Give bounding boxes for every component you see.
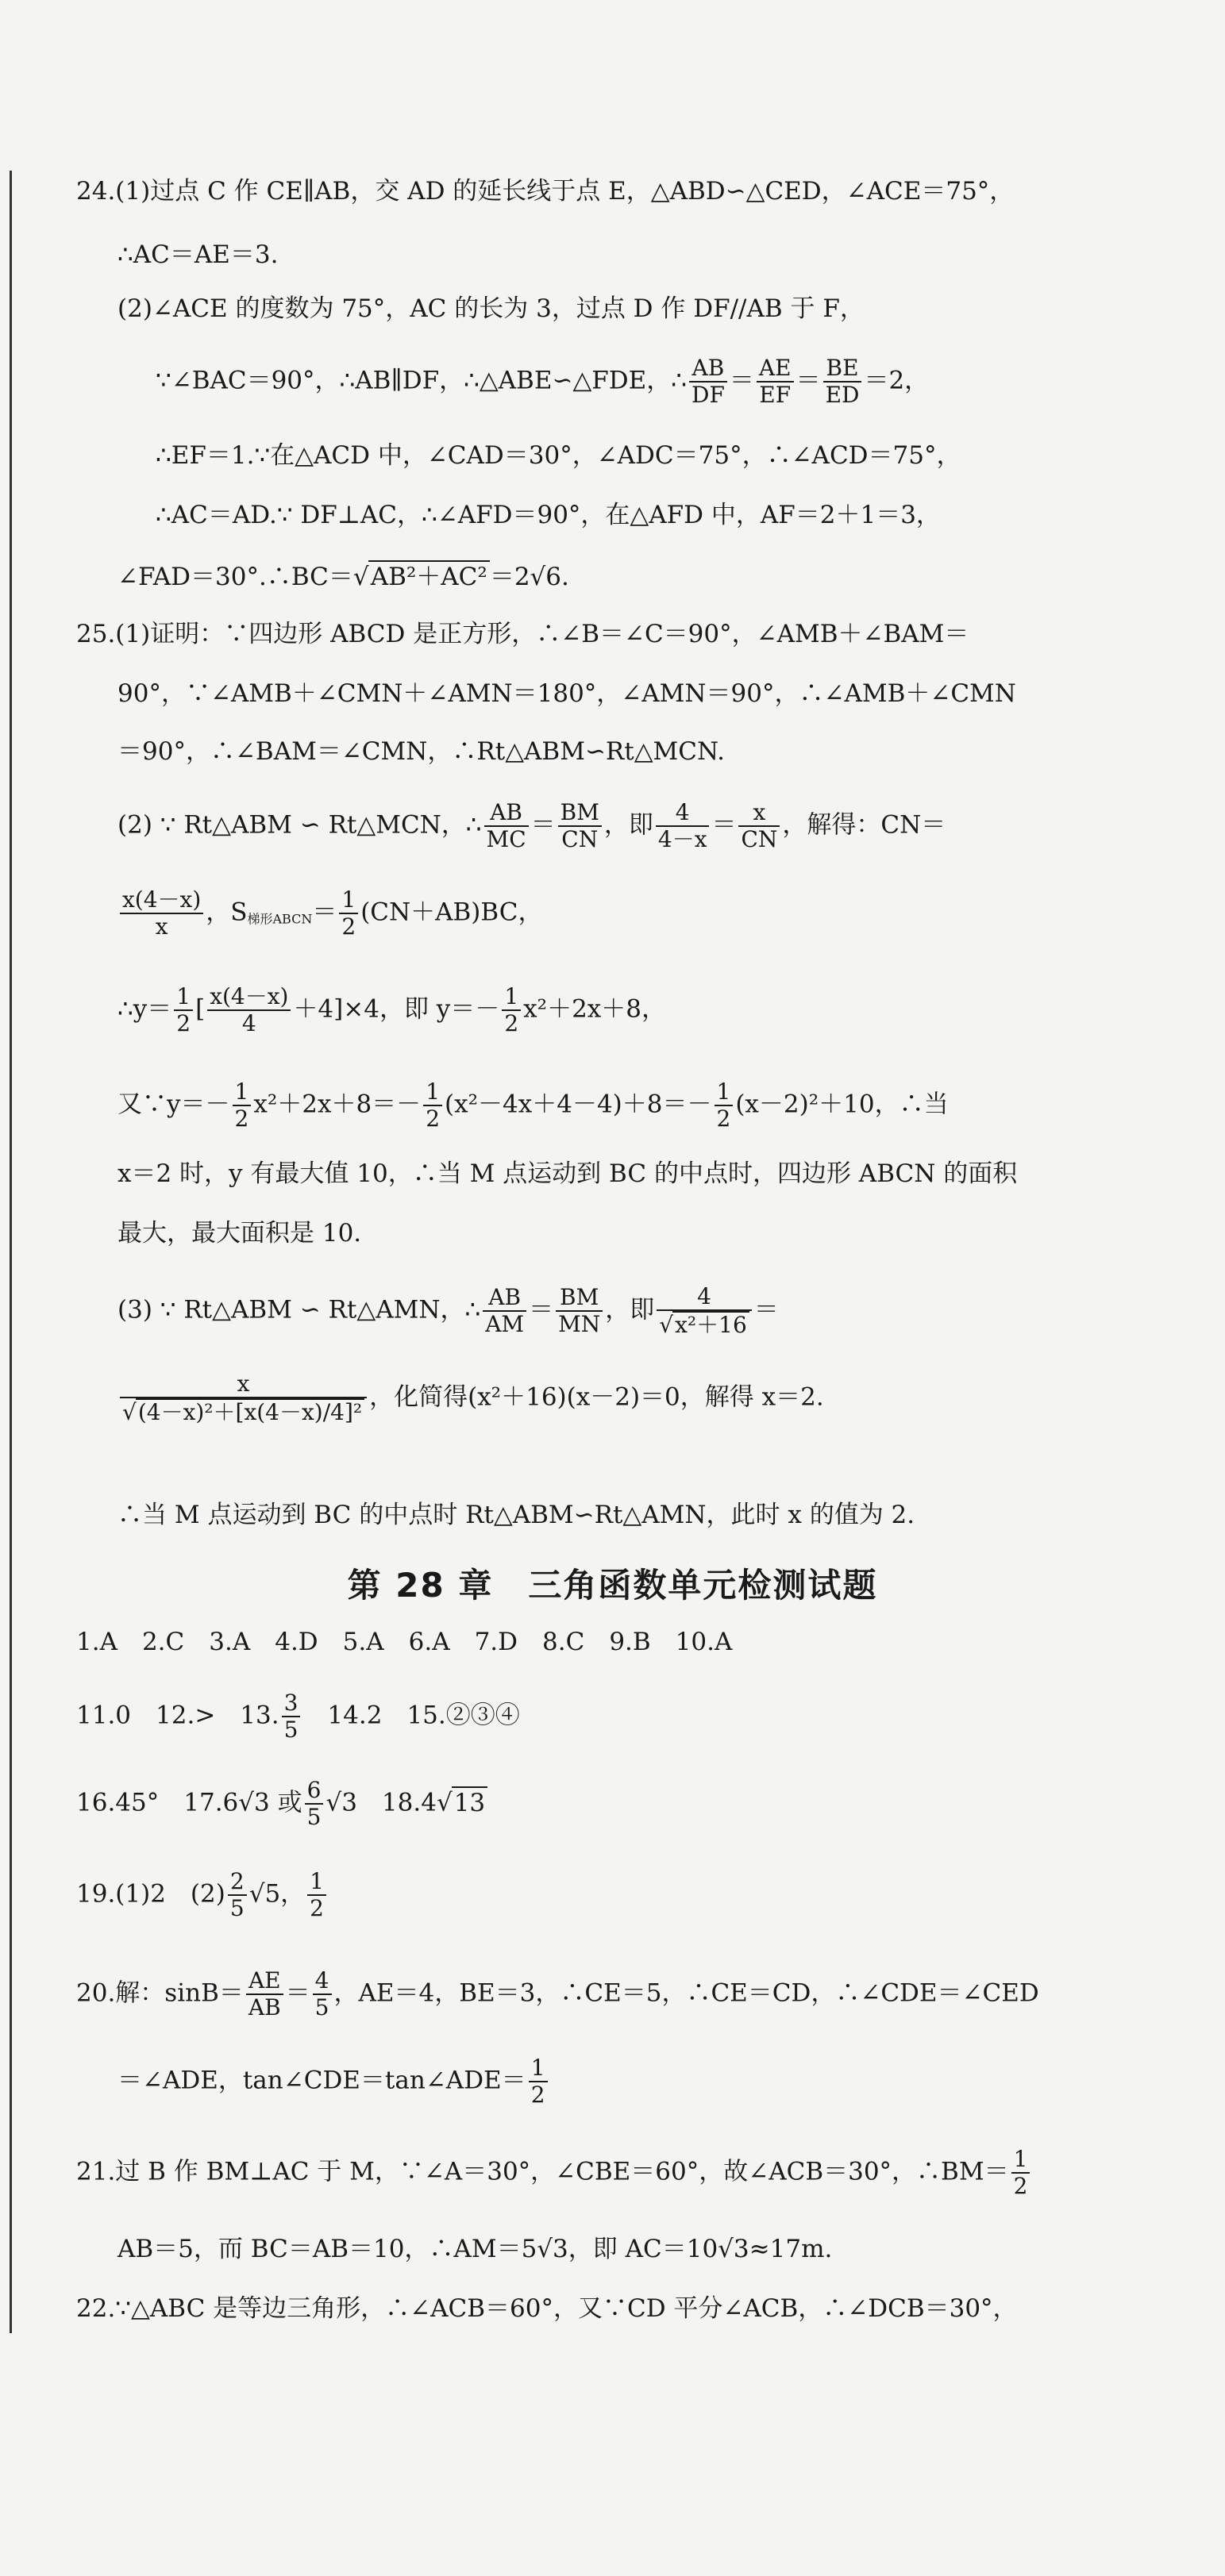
q25-line5 [117,887,542,940]
denominator: MC [486,826,526,853]
denominator: 2 [310,1895,324,1922]
fraction [657,1284,752,1338]
q25-line12: ∴当 M 点运动到 BC 的中点时 Rt△ABM∽Rt△AMN，此时 x 的值为 2. [117,1501,915,1529]
q25-line2: 90°，∵∠AMB＋∠CMN＋∠AMN＝180°，∠AMN＝90°，∴∠AMB＋∠CMN [117,679,1016,708]
denominator: √(4－x)²＋[x(4－x)/4]² [120,1398,367,1425]
q24-line2: ∴AC＝AE＝3. [117,240,279,269]
denominator: 2 [341,913,356,940]
text: x²＋2x＋8， [523,994,666,1024]
denominator: ED [825,382,860,409]
text: (3) ∵ Rt△ABM ∽ Rt△AMN，∴ [117,1295,481,1325]
fraction [529,2055,548,2108]
numerator: 1 [1011,2147,1030,2174]
numerator: 4 [657,1284,752,1311]
sqrt-radicand: AB²＋AC² [368,560,490,593]
q24-line7: ∠FAD＝30°.∴BC＝√AB²＋AC²＝2√6. [117,560,569,593]
fraction [484,800,529,852]
text: ＝2， [864,366,930,395]
fraction [558,800,602,852]
answers-row2 [76,1690,520,1743]
text: (x²－4x＋4－4)＋8＝－ [445,1090,712,1119]
numerator: AE [757,356,794,383]
text: ，即 [605,1295,655,1325]
denominator: 4－x [657,826,707,853]
text: ＋4]×4，即 y＝－ [293,994,500,1024]
fraction [656,800,710,852]
q25-line11 [117,1371,824,1425]
sqrt-radicand: x²＋16 [672,1311,749,1338]
q25-line9: 最大，最大面积是 10. [117,1219,362,1248]
text: (2) ∵ Rt△ABM ∽ Rt△MCN，∴ [117,810,482,840]
text: ＝ [753,1295,779,1325]
text: x²＋2x＋8＝－ [253,1090,422,1119]
fraction [282,1690,301,1743]
denominator: DF [691,382,725,409]
sqrt-radicand: (4－x)²＋[x(4－x)/4]² [136,1398,364,1425]
denominator: 2 [504,1010,519,1037]
numerator: x(4－x) [207,984,291,1011]
sqrt-radicand: 13 [452,1786,487,1819]
numerator: BM [558,800,602,827]
numerator: 6 [305,1778,324,1805]
text: ，化简得(x²＋16)(x－2)＝0，解得 x＝2. [369,1382,824,1412]
numerator: 1 [307,1869,326,1896]
numerator: BM [556,1285,603,1312]
denominator: 2 [716,1105,731,1132]
denominator: 2 [176,1010,191,1037]
text: ∠FAD＝30°.∴BC＝ [117,563,353,591]
text: √5， [248,1879,306,1909]
numerator: 1 [529,2055,548,2082]
fraction [246,1968,283,2020]
q25-line3: ＝90°，∴∠BAM＝∠CMN，∴Rt△ABM∽Rt△MCN. [117,737,726,766]
answers-row7 [76,2147,1032,2199]
denominator: 4 [241,1010,256,1037]
fraction [1011,2147,1030,2199]
denominator: x [155,913,168,940]
denominator: √x²＋16 [657,1311,752,1338]
denominator: EF [759,382,792,409]
fraction [313,1968,332,2020]
numerator: AE [246,1968,283,1995]
text: 19.(1)2 (2) [76,1879,225,1909]
fraction [502,984,521,1036]
text: 21.过 B 作 BM⊥AC 于 M，∵∠A＝30°，∠CBE＝60°，故∠ACB＝30°，∴BM＝ [76,2157,1009,2186]
fraction [757,356,794,408]
answers-row6 [117,2055,550,2108]
text: ＝ [529,1295,554,1325]
numerator: AB [483,1285,526,1312]
q24-line3: (2)∠ACE 的度数为 75°，AC 的长为 3，过点 D 作 DF//AB 于 F， [117,294,865,323]
text: ＝∠ADE，tan∠CDE＝tan∠ADE＝ [117,2066,526,2095]
answers-row3: 16.45° 17.6√3 或 $\frac{6}{5}$ √3 18.4√13 [76,1778,487,1830]
numerator: 2 [228,1869,247,1896]
fraction [233,1079,252,1132]
fraction [120,1371,367,1425]
q24-line5: ∴EF＝1.∵在△ACD 中，∠CAD＝30°，∠ADC＝75°，∴∠ACD＝75°， [156,441,961,470]
numerator: AB [484,800,529,827]
numerator: 4 [313,1968,332,1995]
subscript: 梯形ABCN [247,911,313,927]
text: ＝2√6. [489,563,569,591]
q25-line1: 25.(1)证明：∵四边形 ABCD 是正方形，∴∠B＝∠C＝90°，∠AMB＋∠BAM＝ [76,620,969,648]
denominator: 2 [530,2082,545,2109]
numerator: 1 [502,984,521,1011]
text: √3 18.4 [326,1788,437,1817]
fraction [228,1869,247,1921]
q25-line4: (2) ∵ Rt△ABM ∽ Rt△MCN，∴ $\frac{AB}{MC}$ ＝ $\frac{BM}{CN}$ ，即 $\frac{4}{4-x}$ ＝ $\frac{x}{CN}$ ，解得：CN＝ [117,799,946,853]
text: ＝ [312,898,337,927]
text: 11.0 12.> 13. [76,1701,279,1730]
answers-row5 [76,1968,1039,2020]
chapter-title: 第 28 章 三角函数单元检测试题 [347,1566,878,1605]
numerator: 1 [715,1079,734,1106]
text: ，S [206,898,248,927]
text: 14.2 15.②③④ [302,1701,520,1730]
q25-line7 [117,1079,949,1132]
denominator: 5 [229,1895,245,1922]
denominator: CN [561,826,599,853]
text: (CN＋AB)BC， [360,898,543,927]
numerator: 3 [282,1690,301,1717]
numerator: 1 [423,1079,442,1106]
fraction [556,1285,603,1337]
fraction [423,1079,442,1132]
text: 16.45° 17.6√3 或 [76,1788,302,1817]
denominator: AB [248,1994,281,2021]
fraction [305,1778,324,1830]
text: ，AE＝4，BE＝3，∴CE＝5，∴CE＝CD，∴∠CDE＝∠CED [333,1978,1039,2008]
answers-row4 [76,1869,329,1921]
q24-line4: ∵∠BAC＝90°，∴AB∥DF，∴△ABE∽△FDE，∴ $\frac{AB}{DF}$ ＝ $\frac{AE}{EF}$ ＝ $\frac{BE}{ED}$ ＝2， [156,355,930,409]
text: 20.解：sinB＝ [76,1978,244,2008]
fraction [339,887,358,940]
numerator: 1 [339,887,358,914]
denominator: CN [741,826,778,853]
text: ∵∠BAC＝90°，∴AB∥DF，∴△ABE∽△FDE，∴ [156,366,687,395]
text: ，解得：CN＝ [782,810,946,840]
fraction [483,1285,526,1337]
numerator: AB [689,356,727,383]
denominator: MN [558,1311,601,1338]
text: (x－2)²＋10，∴当 [735,1090,949,1119]
q25-line8: x＝2 时，y 有最大值 10，∴当 M 点运动到 BC 的中点时，四边形 ABCN 的面积 [117,1159,1018,1188]
q25-line6 [117,984,666,1036]
denominator: 5 [306,1804,322,1831]
denominator: AM [485,1311,525,1338]
answers-row1: 1.A 2.C 3.A 4.D 5.A 6.A 7.D 8.C 9.B 10.A [76,1628,733,1656]
text: 又∵y＝－ [117,1090,230,1119]
fraction [307,1869,326,1921]
fraction [823,356,862,408]
fraction [174,984,193,1036]
numerator: x(4－x) [120,887,203,914]
text: ，即 [603,810,653,840]
numerator: 1 [174,984,193,1011]
denominator: 2 [1013,2173,1028,2200]
answers-row8: AB＝5，而 BC＝AB＝10，∴AM＝5√3，即 AC＝10√3≈17m. [117,2235,833,2263]
left-margin-rule [10,171,12,2333]
text: ＝ [285,1978,310,2008]
numerator: x [120,1371,367,1398]
denominator: 5 [283,1717,299,1744]
q25-line10 [117,1284,779,1338]
denominator: 2 [426,1105,441,1132]
denominator: 2 [234,1105,249,1132]
fraction [689,356,727,408]
answers-row9: 22.∵△ABC 是等边三角形，∴∠ACB＝60°，又∵CD 平分∠ACB，∴∠DCB＝30°， [76,2294,1018,2323]
fraction [120,887,203,940]
q24-line6: ∴AC＝AD.∵ DF⊥AC，∴∠AFD＝90°，在△AFD 中，AF＝2＋1＝3， [156,501,941,529]
denominator: 5 [314,1994,329,2021]
text: [ [195,994,206,1024]
numerator: x [738,800,780,827]
fraction [207,984,291,1036]
text: ∴y＝ [117,994,172,1024]
numerator: 1 [233,1079,252,1106]
fraction [738,800,780,852]
numerator: 4 [656,800,710,827]
q24-line1: 24.(1)过点 C 作 CE∥AB，交 AD 的延长线于点 E，△ABD∽△CED，∠ACE＝75°， [76,177,1015,206]
numerator: BE [823,356,862,383]
fraction [715,1079,734,1132]
